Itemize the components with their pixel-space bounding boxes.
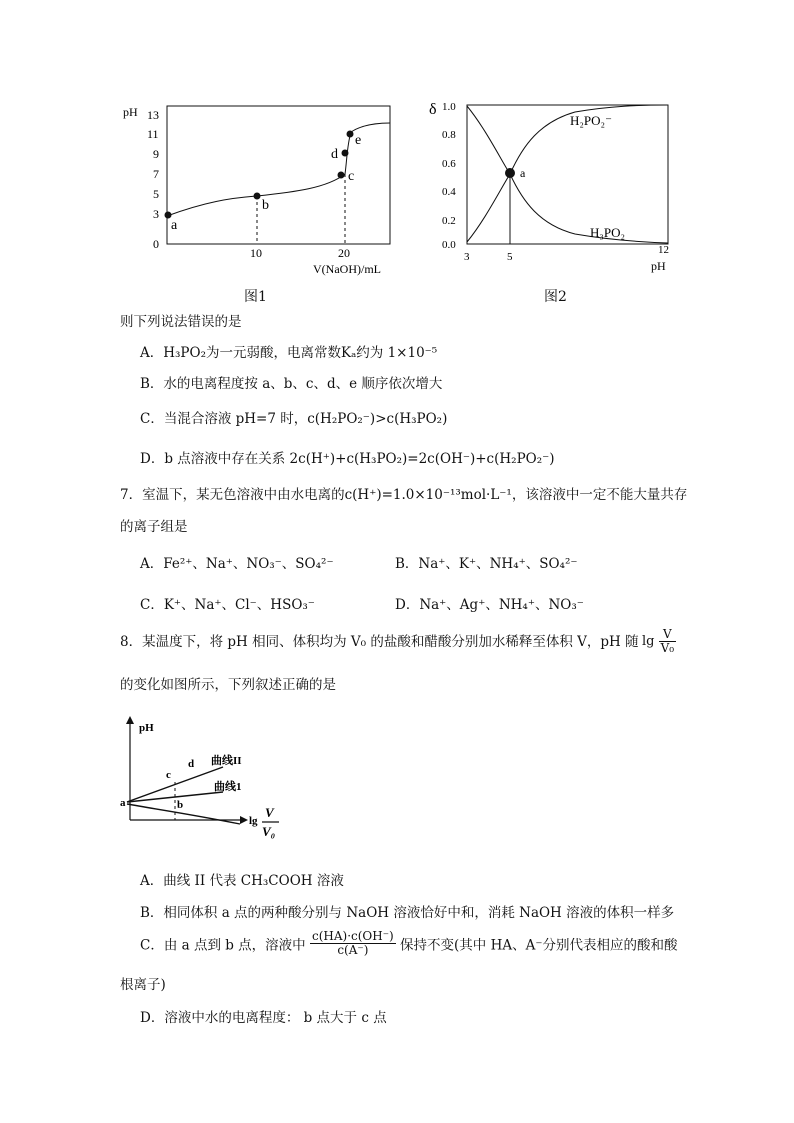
q8-x-num: V <box>265 805 274 820</box>
q8-x-axis-arrow <box>240 816 248 824</box>
figure-2-curve-h2po2 <box>467 105 668 242</box>
q6-option-b: B．水的电离程度按 a、b、c、d、e 顺序依次增大 <box>140 376 443 392</box>
figure-1-point-c <box>338 172 345 179</box>
q8-stem-line-1 <box>120 636 639 650</box>
q8-dilution-graph <box>115 712 295 847</box>
figure-1-titration-curve <box>115 90 405 285</box>
figure-1-y-tick-3: 3 <box>153 207 159 221</box>
figure-2-distribution-curve <box>425 90 685 285</box>
figure-2-y-tick-0.6: 0.6 <box>442 158 456 170</box>
figure-1-x-tick-20: 20 <box>338 246 350 260</box>
q6-option-a: A．H₃PO₂为一元弱酸，电离常数Kₐ约为 1×10⁻⁵ <box>140 345 438 361</box>
figure-1-point-b <box>254 193 261 200</box>
q8-option-c-num: c(HA)·c(OH⁻) <box>311 929 394 943</box>
figure-2-x-tick-5: 5 <box>507 251 513 263</box>
q8-label-a: a <box>120 797 126 809</box>
figure-2-y-tick-0.4: 0.4 <box>442 186 456 198</box>
figure-2-y-tick-0.8: 0.8 <box>442 129 456 141</box>
q8-frac-num: V <box>659 628 676 642</box>
q6-option-c: C．当混合溶液 pH=7 时，c(H₂PO₂⁻)>c(H₃PO₂) <box>140 411 448 427</box>
figure-2-curve-h3po2 <box>467 106 668 243</box>
figure-1-caption: 图1 <box>244 289 267 305</box>
figure-2-label-a: a <box>520 166 526 180</box>
q8-option-b: B．相同体积 a 点的两种酸分别与 NaOH 溶液恰好中和，消耗 NaOH 溶液的体积一样多 <box>140 905 675 921</box>
q8-x-den: V₀ <box>262 824 276 839</box>
q7-option-c: C．K⁺、Na⁺、Cl⁻、HSO₃⁻ <box>140 597 315 613</box>
q8-y-axis-arrow <box>126 716 134 724</box>
q8-option-c-line-2: 根离子) <box>120 977 166 993</box>
figure-1-frame <box>167 106 390 244</box>
q7-stem-line-2: 的离子组是 <box>120 519 188 535</box>
q8-stem-text: 8．某温度下，将 pH 相同、体积均为 V₀ 的盐酸和醋酸分别加水稀释至体积 V，pH 随 <box>120 634 639 650</box>
q8-frac-den: V₀ <box>660 641 675 656</box>
q8-option-a: A．曲线 II 代表 CH₃COOH 溶液 <box>140 873 344 889</box>
figure-2-x-label: pH <box>651 259 666 273</box>
q8-option-d: D．溶液中水的电离程度： b 点大于 c 点 <box>140 1010 387 1026</box>
figure-1-y-tick-13: 13 <box>147 108 159 122</box>
figure-1-label-c: c <box>348 169 355 184</box>
figure-2-y-tick-0.2: 0.2 <box>442 215 456 227</box>
figure-1-label-b: b <box>262 198 269 213</box>
figure-1-x-label: V(NaOH)/mL <box>313 262 381 276</box>
figure-1-x-tick-10: 10 <box>250 246 262 260</box>
figure-1-y-tick-7: 7 <box>153 167 159 181</box>
q8-v-over-v0 <box>659 628 676 655</box>
figure-1-y-tick-5: 5 <box>153 187 159 201</box>
q7-option-b: B．Na⁺、K⁺、NH₄⁺、SO₄²⁻ <box>395 556 578 572</box>
figure-1-label-d: d <box>331 147 338 162</box>
figure-1-y-tick-9: 9 <box>153 147 159 161</box>
q8-curve-lower <box>127 804 240 824</box>
q6-option-d: D．b 点溶液中存在关系 2c(H⁺)+c(H₃PO₂)=2c(OH⁻)+c(H₂PO₂⁻) <box>140 451 555 467</box>
figure-2-point-a <box>505 168 515 178</box>
q8-lg-fraction <box>642 628 676 655</box>
q8-option-c-line-1 <box>140 930 678 957</box>
q7-stem-line-1: 7．室温下，某无色溶液中由水电离的c(H⁺)=1.0×10⁻¹³mol·L⁻¹，该溶液中一定不能大量共存 <box>120 487 688 503</box>
figure-2-x-tick-3: 3 <box>464 251 470 263</box>
figure-2-label-h3po2: H₃PO₂ <box>590 225 626 240</box>
figure-1-point-e <box>347 131 354 138</box>
figure-1-point-d <box>342 150 349 157</box>
figure-2-y-symbol: δ <box>429 101 437 118</box>
figure-2-frame <box>467 105 668 244</box>
figure-2-y-tick-0.0: 0.0 <box>442 239 456 251</box>
figure-2-y-tick-1.0: 1.0 <box>442 101 456 113</box>
figure-1-label-a: a <box>171 218 178 233</box>
q8-option-c-den: c(A⁻) <box>337 943 369 958</box>
q8-option-c-pre: C．由 a 点到 b 点，溶液中 <box>140 937 306 954</box>
q6-stem: 则下列说法错误的是 <box>120 314 242 330</box>
q8-y-label: pH <box>139 722 154 734</box>
q8-stem-line-2: 的变化如图所示，下列叙述正确的是 <box>120 677 336 693</box>
q8-x-lg: lg <box>249 815 258 827</box>
figure-1-y-tick-0: 0 <box>153 237 159 251</box>
q8-label-d: d <box>188 758 195 770</box>
q7-option-d: D．Na⁺、Ag⁺、NH₄⁺、NO₃⁻ <box>395 597 584 613</box>
q8-label-c: c <box>166 769 171 781</box>
q8-label-b: b <box>177 799 184 811</box>
figure-2-caption: 图2 <box>544 289 567 305</box>
figure-2-x-tick-12: 12 <box>658 244 669 256</box>
q8-option-c-fraction <box>310 930 396 957</box>
figure-1-y-tick-11: 11 <box>147 127 159 141</box>
figure-1-y-label: pH <box>123 105 138 119</box>
q7-option-a: A．Fe²⁺、Na⁺、NO₃⁻、SO₄²⁻ <box>140 556 334 572</box>
q8-option-c-post: 保持不变(其中 HA、A⁻分别代表相应的酸和酸 <box>400 937 678 954</box>
figure-1-label-e: e <box>355 133 362 148</box>
q8-label-curve-2: 曲线II <box>211 755 242 767</box>
q8-label-curve-1: 曲线1 <box>214 781 242 793</box>
q8-lg-label: lg <box>642 634 655 650</box>
figure-2-label-h2po2: H₂PO₂⁻ <box>570 113 612 128</box>
